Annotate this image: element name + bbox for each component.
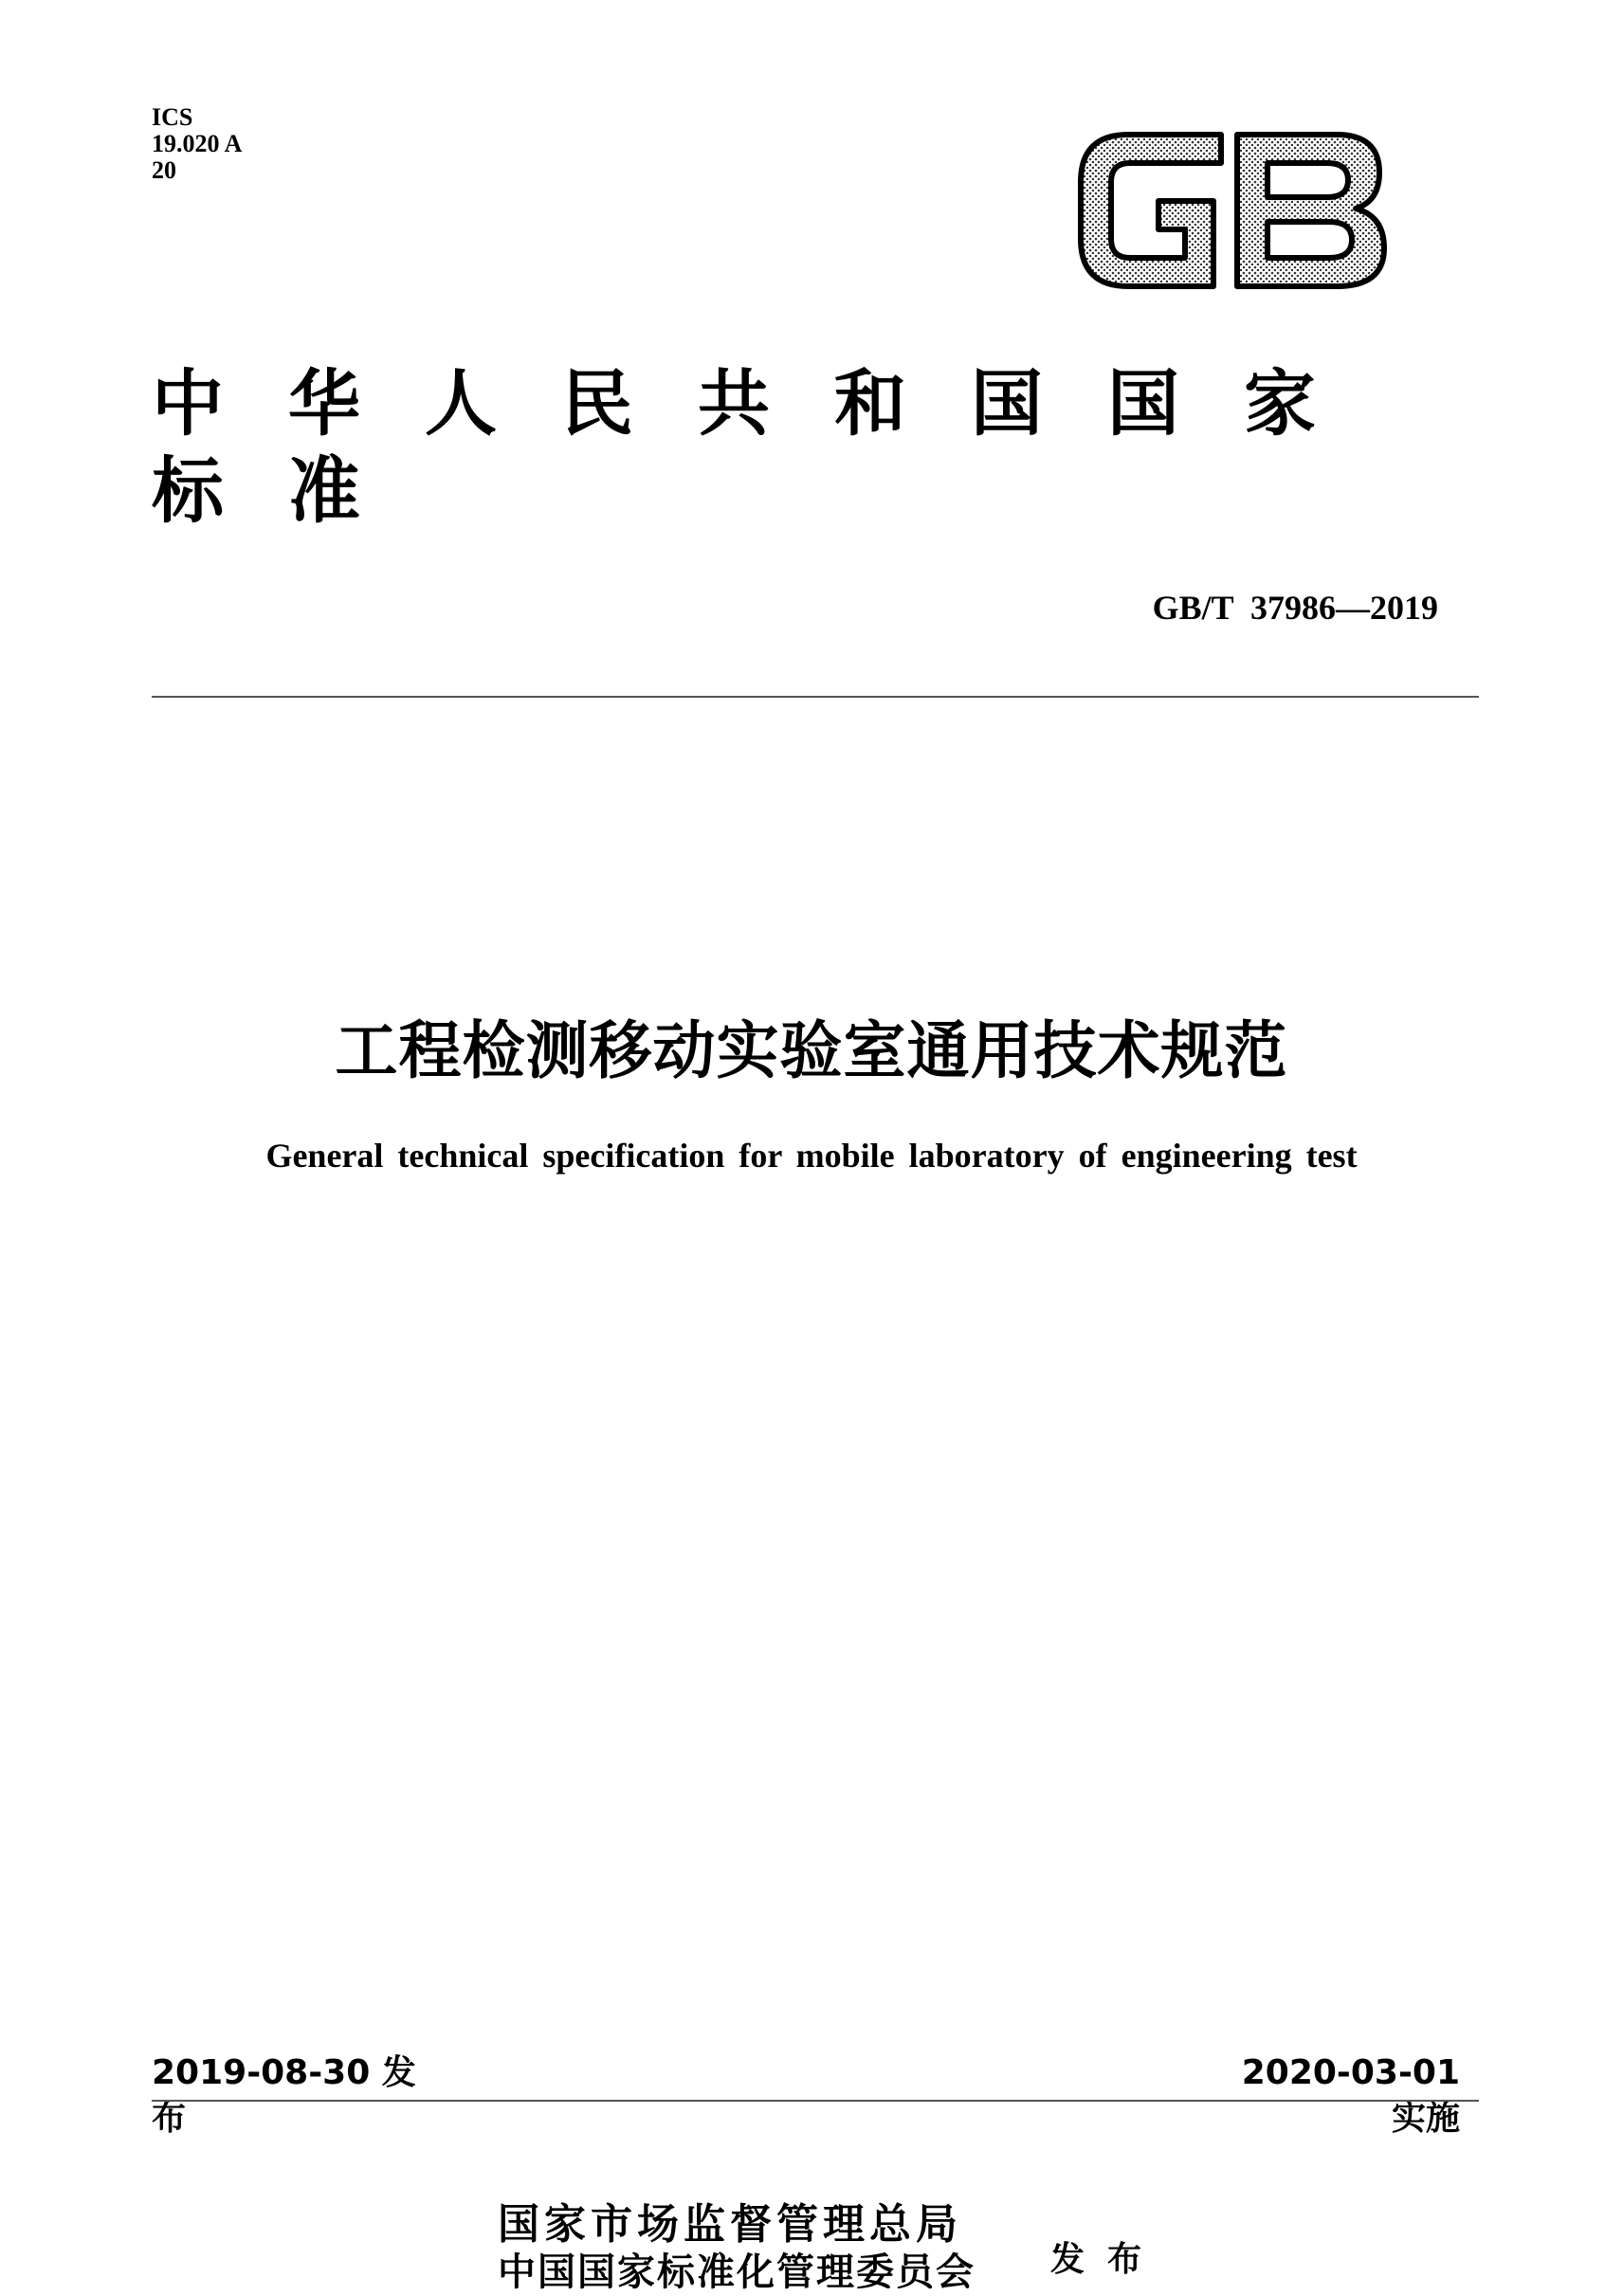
issuer-samr: 国家市场监督管理总局	[498, 2200, 962, 2249]
ics-code: 19.020 A	[152, 130, 243, 157]
ccs-code: 20	[152, 156, 176, 184]
bottom-divider	[152, 2100, 1479, 2102]
standard-title-english: General technical specification for mobile laboratory of engineering test	[265, 1137, 1358, 1175]
standard-title-chinese: 工程检测移动实验室通用技术规范	[335, 1014, 1288, 1087]
issuer-sac: 中国国家标准化管理委员会	[498, 2250, 976, 2294]
gb-logo-icon	[1071, 123, 1394, 294]
publish-label: 发布	[1050, 2240, 1165, 2279]
ics-block	[152, 104, 242, 184]
standard-code: GB/T 37986—2019	[1152, 589, 1438, 627]
ics-label: ICS	[152, 103, 193, 131]
issue-date: 2019-08-30 发布	[152, 2053, 416, 2138]
implementation-date: 2020-03-01 实施	[1241, 2053, 1460, 2138]
national-standard-title: 中华人民共和国国家标准	[152, 361, 1380, 533]
top-divider	[152, 696, 1479, 698]
